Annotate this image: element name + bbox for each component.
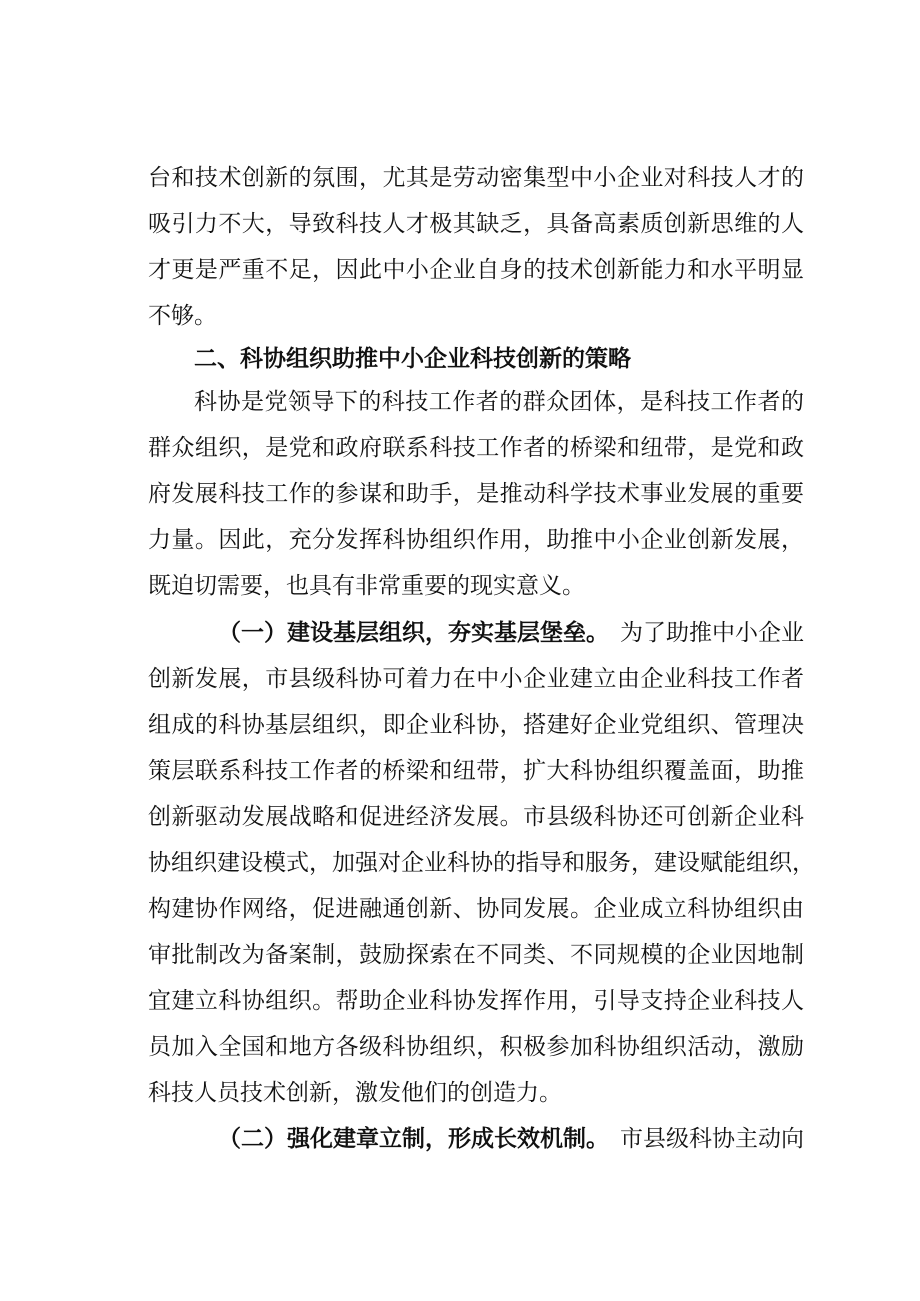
- para1-line-4: 不够。: [148, 303, 217, 329]
- para1-line-1: 台和技术创新的氛围，尤其是劳动密集型中小企业对科技人才的: [148, 165, 804, 191]
- section-heading: 二、科协组织助推中小企业科技创新的策略: [194, 346, 631, 372]
- para4-first-line-rest: 市县级科协主动向: [620, 1126, 804, 1152]
- para3-line-8: 审批制改为备案制，鼓励探索在不同类、不同规模的企业因地制: [148, 942, 804, 968]
- para2-line-1: 科协是党领导下的科技工作者的群众团体，是科技工作者的: [194, 389, 804, 415]
- para3-line-2: 创新发展，市县级科协可着力在中小企业建立由企业科技工作者: [148, 666, 804, 692]
- para1-line-3: 才更是严重不足，因此中小企业自身的技术创新能力和水平明显: [148, 257, 804, 283]
- para2-line-4: 力量。因此，充分发挥科协组织作用，助推中小企业创新发展，: [148, 527, 804, 553]
- para3-line-3: 组成的科协基层组织，即企业科协，搭建好企业党组织、管理决: [148, 712, 804, 738]
- para3-first-line-rest: 为了助推中小企业: [620, 620, 804, 646]
- para3-line-1: [218, 610, 804, 656]
- para2-line-3: 府发展科技工作的参谋和助手，是推动科学技术事业发展的重要: [148, 481, 804, 507]
- para3-line-9: 宜建立科协组织。帮助企业科协发挥作用，引导支持企业科技人: [148, 988, 804, 1014]
- para1-line-2: 吸引力不大，导致科技人才极其缺乏，具备高素质创新思维的人: [148, 211, 804, 237]
- para3-line-4: 策层联系科技工作者的桥梁和纽带，扩大科协组织覆盖面，助推: [148, 758, 804, 784]
- para3-line-6: 协组织建设模式，加强对企业科协的指导和服务，建设赋能组织，: [148, 850, 815, 876]
- para2-line-5: 既迫切需要，也具有非常重要的现实意义。: [148, 573, 585, 599]
- para4-line-1: [218, 1116, 804, 1162]
- para3-line-5: 创新驱动发展战略和促进经济发展。市县级科协还可创新企业科: [148, 804, 804, 830]
- para2-line-2: 群众组织，是党和政府联系科技工作者的桥梁和纽带，是党和政: [148, 435, 804, 461]
- para3-bold-lead: （一）建设基层组织，夯实基层堡垒。: [218, 620, 609, 646]
- para3-line-11: 科技人员技术创新，激发他们的创造力。: [148, 1080, 562, 1106]
- para3-line-7: 构建协作网络，促进融通创新、协同发展。企业成立科协组织由: [148, 896, 804, 922]
- para4-bold-lead: （二）强化建章立制，形成长效机制。: [218, 1126, 609, 1152]
- para3-line-10: 员加入全国和地方各级科协组织，积极参加科协组织活动，激励: [148, 1034, 804, 1060]
